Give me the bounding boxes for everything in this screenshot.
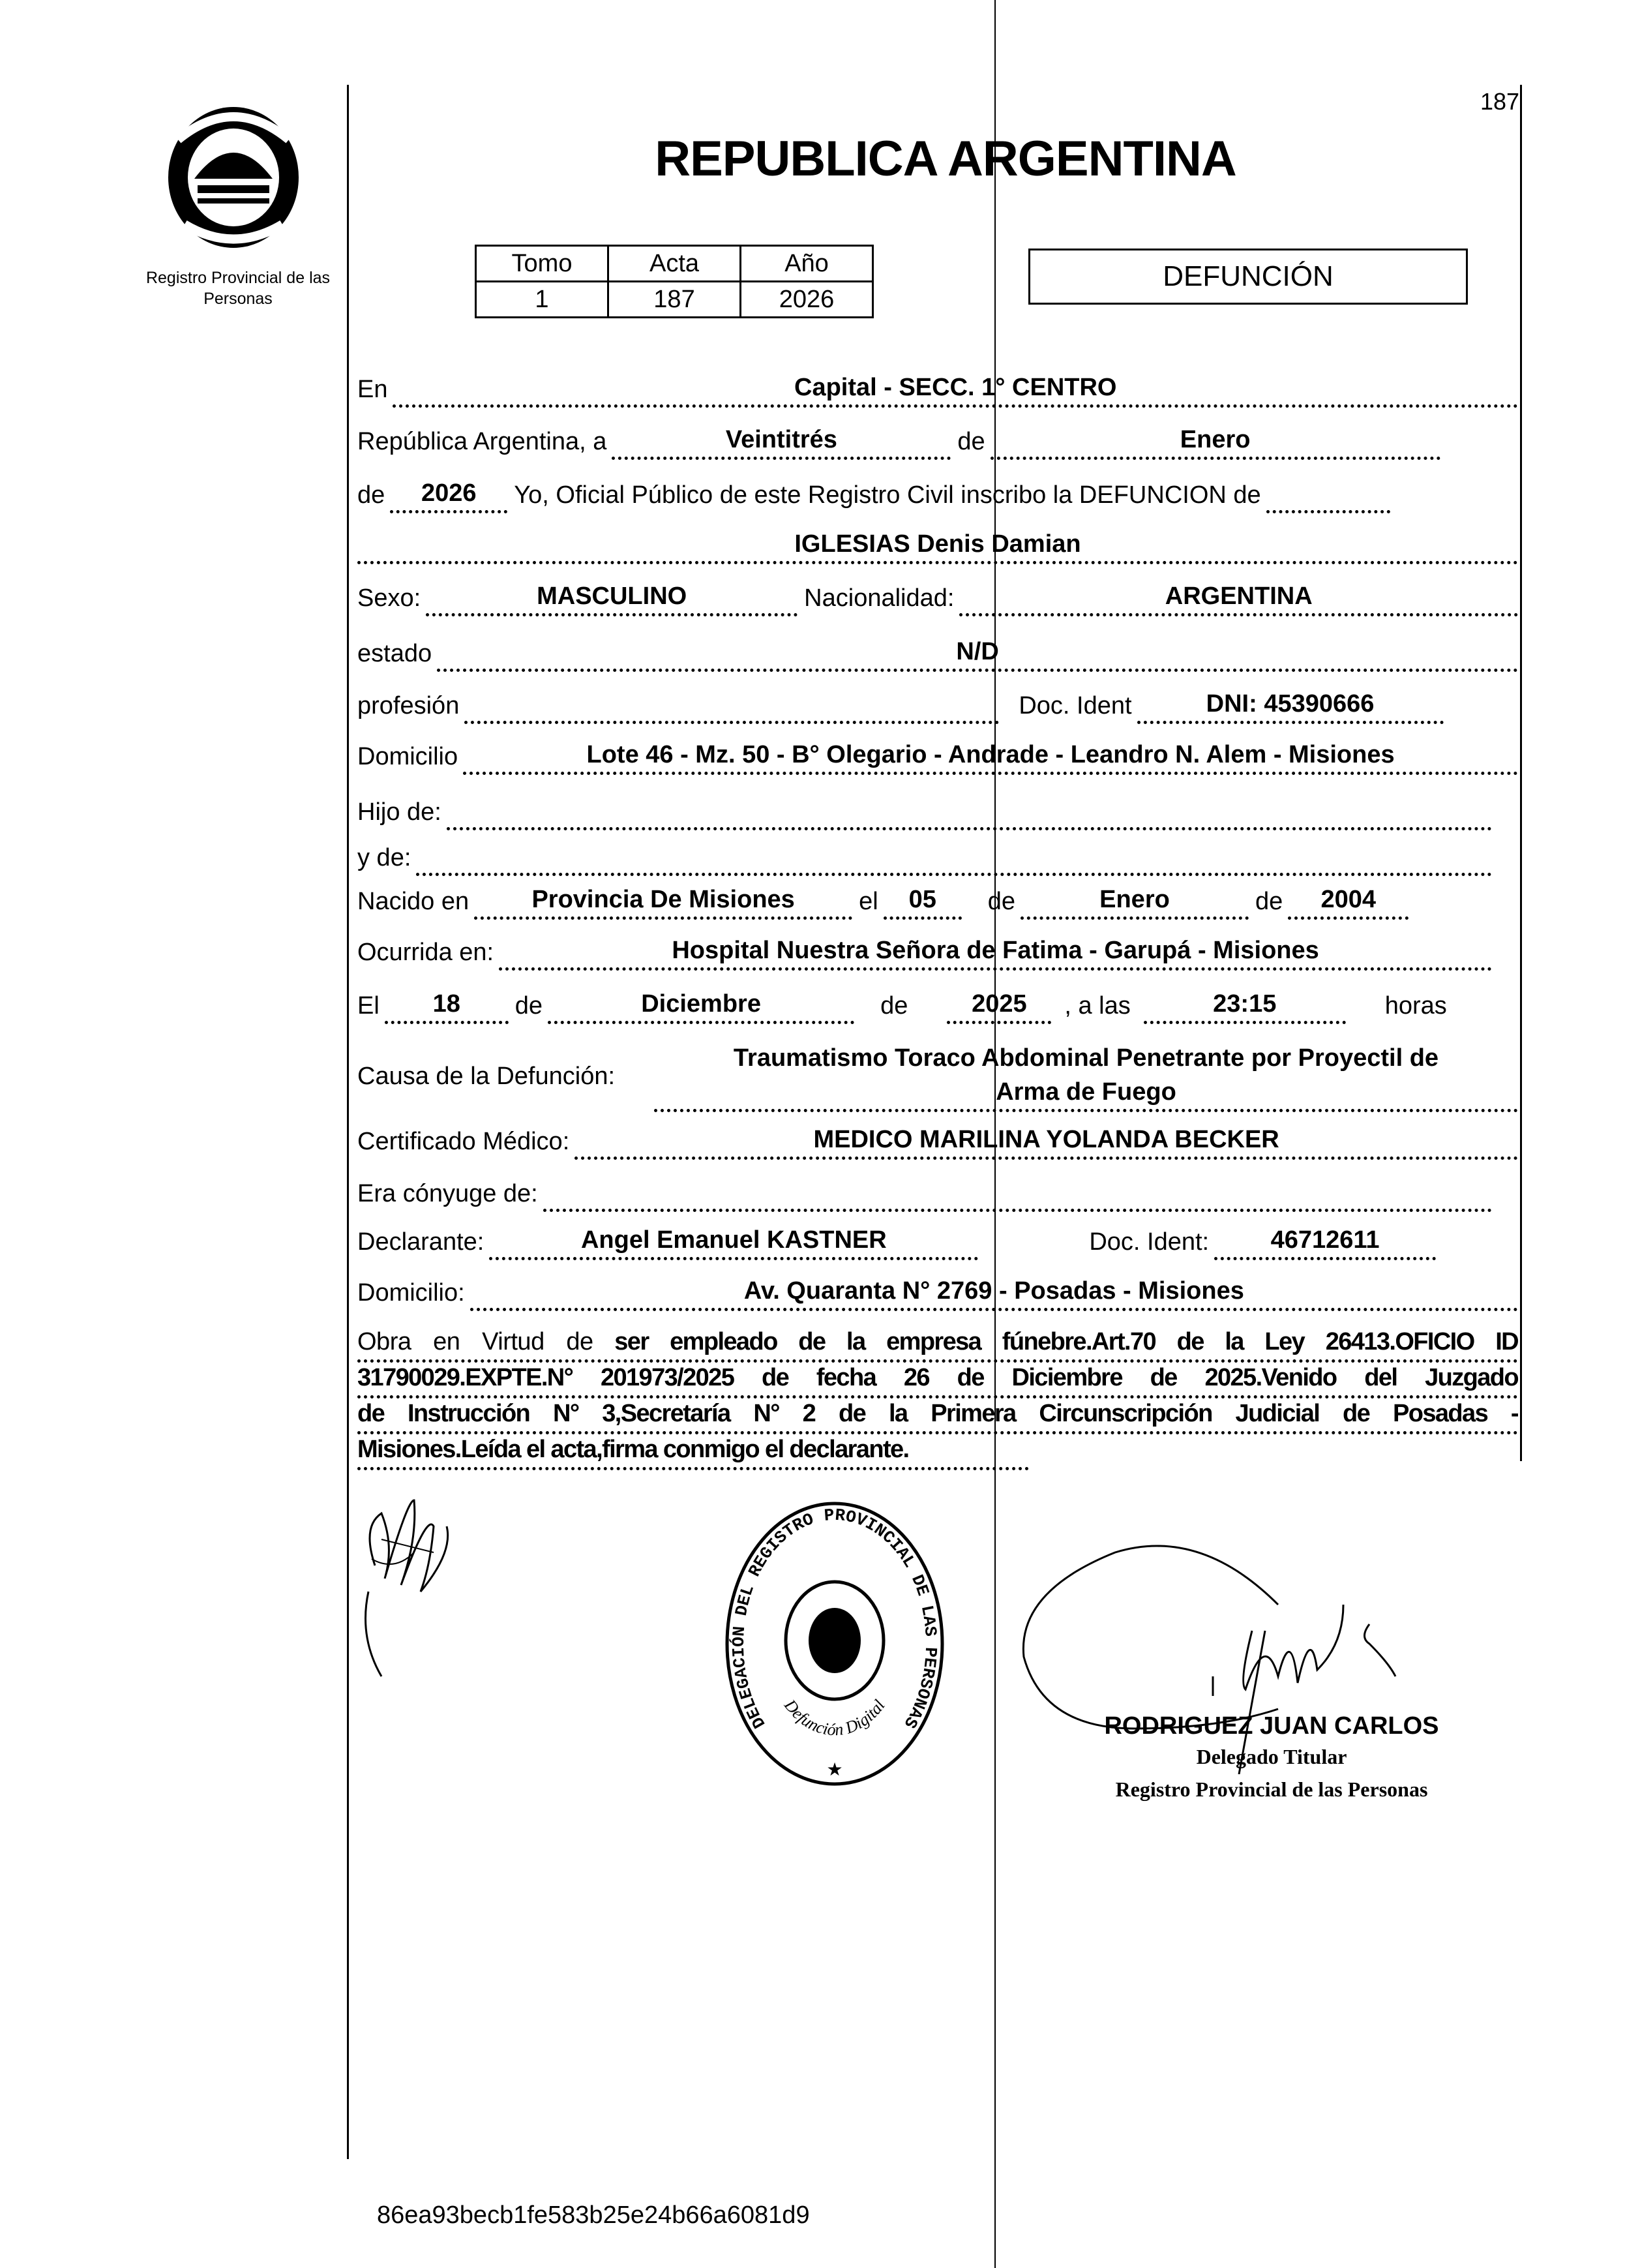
field-fallec-mes: Diciembre: [548, 989, 854, 1024]
field-fallec-anio: 2025: [947, 989, 1051, 1024]
field-blank: [1266, 478, 1390, 513]
row-estado: [357, 633, 1518, 672]
label-de: de: [880, 992, 908, 1020]
label-el: el: [859, 888, 878, 915]
field-dia-letras: Veintitrés: [612, 425, 951, 460]
label-domicilio: Domicilio: [357, 743, 458, 770]
field-estado: N/D: [437, 637, 1518, 672]
label-republica: República Argentina, a: [357, 428, 607, 455]
label-de: de: [357, 481, 385, 509]
label-a-las: , a las: [1064, 992, 1131, 1020]
label-domicilio: Domicilio:: [357, 1279, 465, 1307]
label-ocurrida-en: Ocurrida en:: [357, 939, 494, 966]
svg-text:Defunción Digital: [780, 1695, 888, 1739]
label-hijo-de: Hijo de:: [357, 798, 441, 826]
label-declarante: Declarante:: [357, 1228, 485, 1256]
row-certificado: [357, 1121, 1518, 1160]
obra-prefix: Obra en Virtud de: [357, 1328, 593, 1355]
label-doc-ident: Doc. Ident:: [1089, 1228, 1210, 1256]
stamp-inner-text: Defunción Digital: [781, 1695, 889, 1740]
field-hijo-de: [447, 795, 1492, 830]
stamp-outer-text: DELEGACIÓN DEL REGISTRO PROVINCIAL DE LAS PERSONAS: [728, 1505, 941, 1732]
label-horas: horas: [1384, 992, 1447, 1020]
label-nacido-en: Nacido en: [357, 888, 470, 915]
table-value-tomo: 1: [476, 282, 608, 318]
field-ocurrida-en: Hospital Nuestra Señora de Fatima - Garupá - Misiones: [499, 935, 1492, 971]
label-de: de: [957, 428, 985, 455]
obra-line-4: Misiones.Leída el acta,firma conmigo el declarante.: [357, 1432, 1029, 1470]
row-sexo: [357, 577, 1518, 616]
star-icon: ★: [826, 1759, 843, 1779]
row-causa: [357, 1037, 1518, 1115]
label-certificado: Certificado Médico:: [357, 1128, 570, 1155]
field-anio: 2026: [390, 478, 507, 513]
signatory-title: Delegado Titular: [1196, 1745, 1347, 1768]
table-header-acta: Acta: [608, 246, 741, 282]
label-causa: Causa de la Defunción:: [357, 1062, 616, 1090]
label-en: En: [357, 376, 388, 403]
field-nacionalidad: ARGENTINA: [959, 581, 1518, 616]
label-profesion: profesión: [357, 692, 460, 719]
obra-text-1: ser empleado de la empresa fúnebre.Art.70 de la Ley 26413.OFICIO ID: [614, 1328, 1518, 1355]
left-margin-line: [347, 85, 349, 2159]
field-fallec-dia: 18: [385, 989, 509, 1024]
right-margin-line: [1520, 85, 1522, 1461]
field-nombre: IGLESIAS Denis Damian: [357, 529, 1518, 564]
field-declarante: Angel Emanuel KASTNER: [489, 1225, 978, 1260]
signatory-office: Registro Provincial de las Personas: [1115, 1777, 1428, 1801]
row-fallecimiento: [357, 985, 1518, 1024]
signatory-name: RODRIGUEZ JUAN CARLOS: [1104, 1712, 1439, 1740]
field-doc-ident: DNI: 45390666: [1137, 689, 1444, 724]
field-nacido-anio: 2004: [1288, 885, 1409, 920]
field-conyuge: [543, 1177, 1492, 1212]
row-y-de: [357, 837, 1518, 876]
table-header-tomo: Tomo: [476, 246, 608, 282]
field-domicilio: Lote 46 - Mz. 50 - B° Olegario - Andrade - Leandro N. Alem - Misiones: [463, 740, 1518, 775]
causa-line-2: Arma de Fuego: [996, 1078, 1176, 1106]
page-title: REPUBLICA ARGENTINA: [655, 131, 1236, 187]
label-de: de: [514, 992, 543, 1020]
label-y-de: y de:: [357, 844, 411, 871]
document-hash: 86ea93becb1fe583b25e24b66a6081d9: [377, 2201, 810, 2229]
field-lugar: Capital - SECC. 1° CENTRO: [393, 372, 1518, 408]
field-profesion: [464, 689, 999, 724]
field-certificado: MEDICO MARILINA YOLANDA BECKER: [574, 1125, 1518, 1160]
causa-line-1: Traumatismo Toraco Abdominal Penetrante por Proyectil de: [733, 1044, 1439, 1072]
label-estado: estado: [357, 640, 432, 667]
field-nacido-dia: 05: [884, 885, 962, 920]
label-sexo: Sexo:: [357, 584, 421, 612]
field-declarante-doc: 46712611: [1214, 1225, 1436, 1260]
label-de: de: [987, 888, 1015, 915]
label-de: de: [1255, 888, 1283, 915]
label-doc-ident: Doc. Ident: [1019, 692, 1132, 719]
field-mes: Enero: [991, 425, 1440, 460]
row-en: [357, 369, 1518, 408]
provincial-seal-logo: [158, 100, 309, 252]
row-nombre: [357, 525, 1518, 564]
row-ocurrida: [357, 931, 1518, 971]
declarant-signature: [355, 1487, 473, 1683]
row-profesion: [357, 685, 1518, 724]
page-number: 187: [1480, 88, 1520, 115]
registry-label: Registro Provincial de las Personas: [145, 269, 331, 308]
row-conyuge: [357, 1173, 1518, 1212]
table-value-acta: 187: [608, 282, 741, 318]
field-nacido-mes: Enero: [1021, 885, 1249, 920]
field-nacido-en: Provincia De Misiones: [474, 885, 852, 920]
label-conyuge: Era cónyuge de:: [357, 1180, 538, 1207]
table-value-anio: 2026: [741, 282, 873, 318]
registry-stamp: [717, 1494, 952, 1794]
label-el: El: [357, 992, 380, 1020]
record-table: [475, 245, 874, 318]
field-causa: [654, 1041, 1518, 1112]
field-fallec-hora: 23:15: [1144, 989, 1346, 1024]
label-nacionalidad: Nacionalidad:: [804, 584, 955, 612]
row-nacimiento: [357, 881, 1518, 920]
obra-line-1: [357, 1324, 1518, 1363]
row-hijo-de: [357, 791, 1518, 830]
field-sexo: MASCULINO: [426, 581, 798, 616]
obra-line-2: 31790029.EXPTE.N° 201973/2025 de fecha 26 de Diciembre de 2025.Venido del Juzgado: [357, 1360, 1518, 1399]
row-inscribo: [357, 474, 1518, 513]
row-fecha: [357, 421, 1518, 460]
field-declarante-domicilio: Av. Quaranta N° 2769 - Posadas - Misiones: [470, 1276, 1518, 1311]
row-domicilio: [357, 736, 1518, 775]
document-type-box: DEFUNCIÓN: [1028, 249, 1468, 305]
row-declarante-domicilio: [357, 1272, 1518, 1311]
label-yo-oficial: Yo, Oficial Público de este Registro Civil inscribo la DEFUNCION de: [514, 481, 1261, 509]
field-y-de: [416, 841, 1492, 876]
row-declarante: [357, 1221, 1518, 1260]
table-header-anio: Año: [741, 246, 873, 282]
obra-line-3: de Instrucción N° 3,Secretaría N° 2 de la Primera Circunscripción Judicial de Posadas -: [357, 1396, 1518, 1434]
